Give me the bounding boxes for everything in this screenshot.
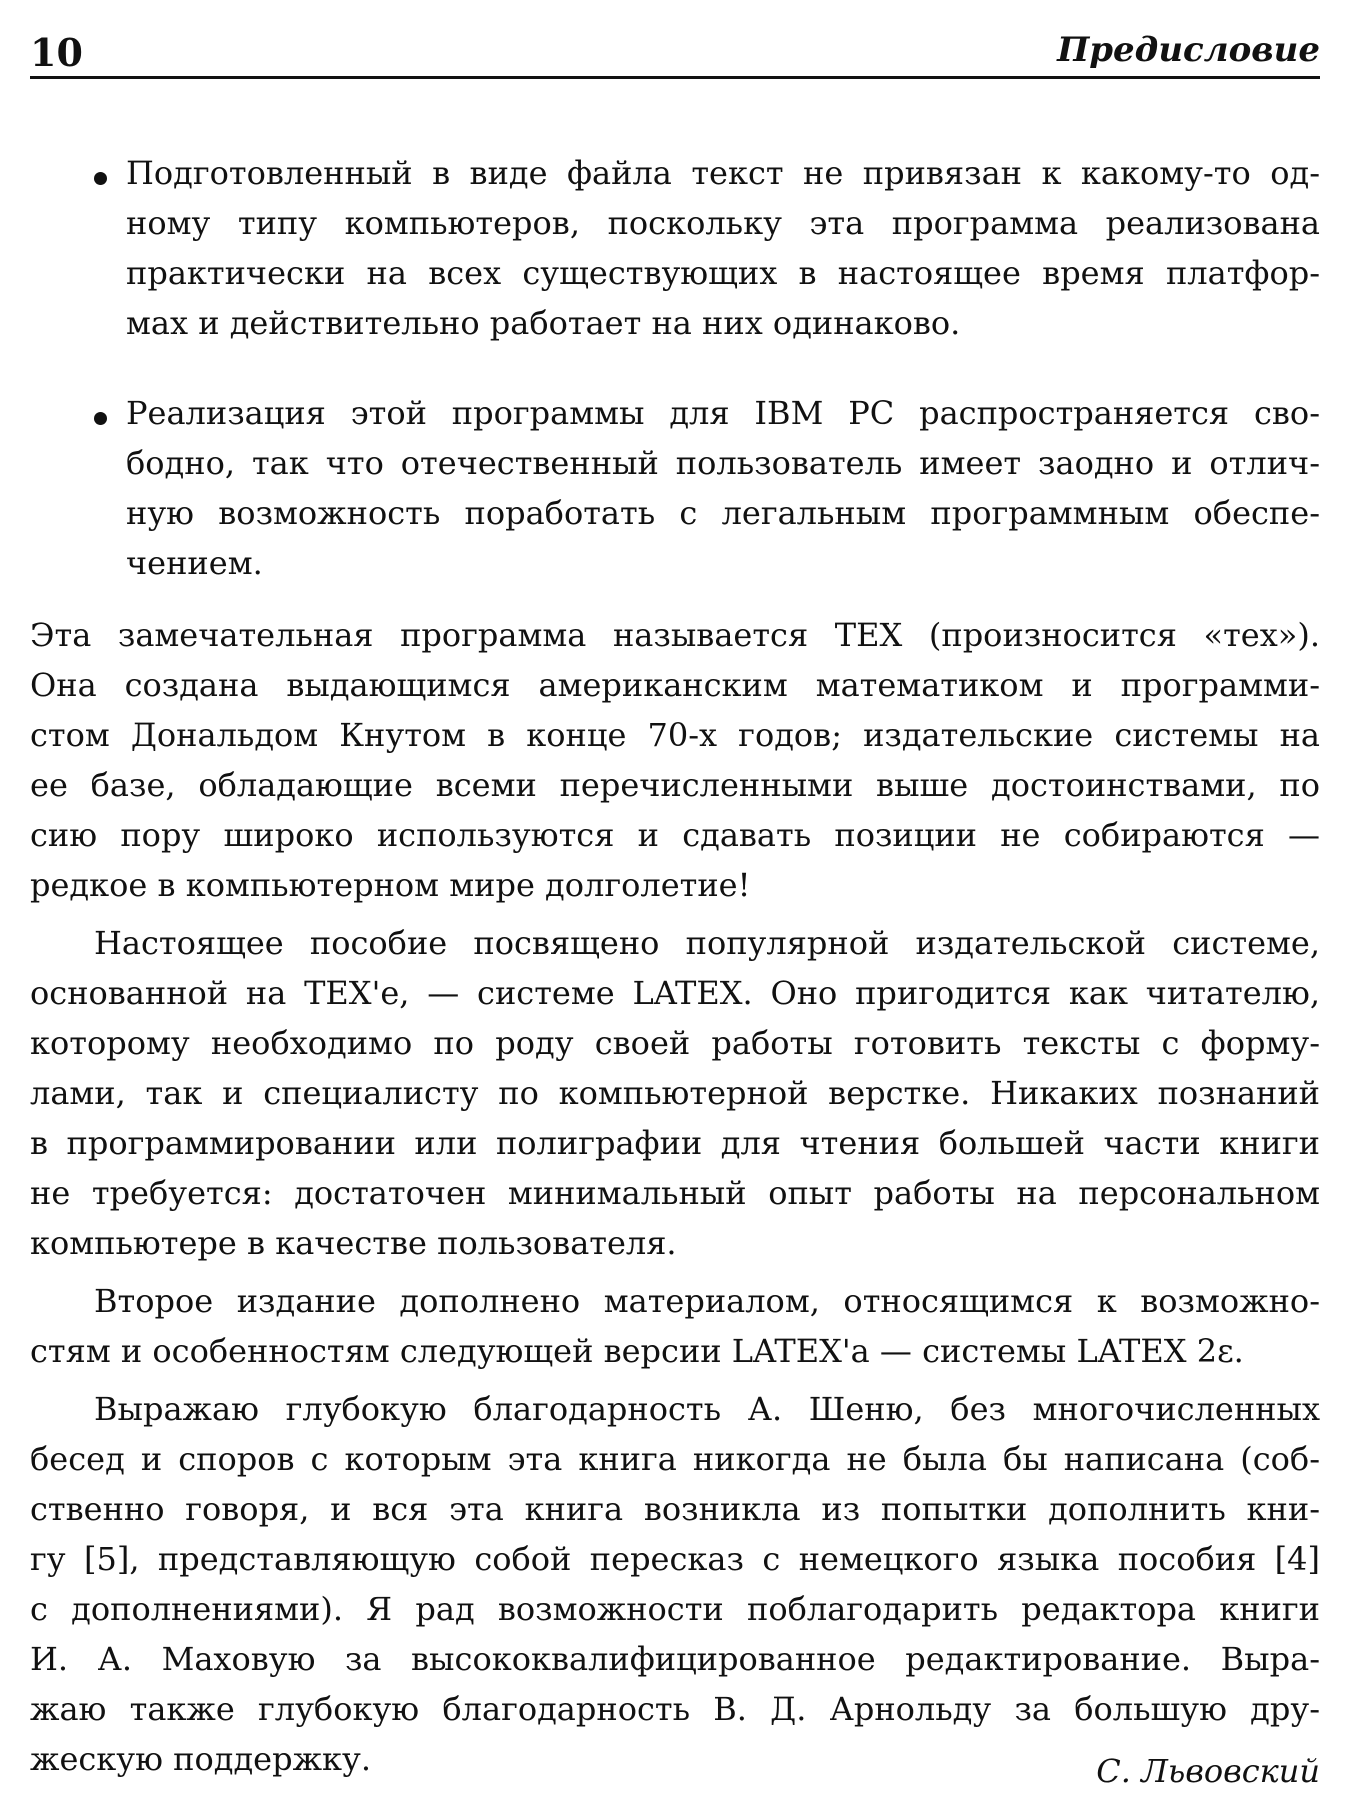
text-line: чением. [126,544,263,582]
bullet-list [30,148,1320,628]
body-text [30,610,1320,1792]
text-line: стом Дональдом Кнутом в конце 70-х годов; издательские системы на [30,716,1320,754]
paragraph [30,1276,1320,1376]
page-number: 10 [30,30,83,75]
text-line: мах и действительно работает на них одинаково. [126,304,961,342]
text-line: стям и особенностям следующей версии LATEX'а — системы LATEX 2ε. [30,1332,1244,1370]
text-line: в программировании или полиграфии для чтения большей части книги [30,1124,1320,1162]
bullet-item [30,148,1320,348]
paragraph [30,918,1320,1268]
paragraph [30,610,1320,910]
text-line: практически на всех существующих в настоящее время платфор- [126,254,1320,292]
paragraph [30,1384,1320,1784]
running-head [30,26,1320,79]
text-line: редкое в компьютерном мире долголетие! [30,866,751,904]
text-line: Реализация этой программы для IBM PC распространяется сво- [126,394,1320,432]
text-line: компьютере в качестве пользователя. [30,1224,677,1262]
text-line: ному типу компьютеров, поскольку эта программа реализована [126,204,1320,242]
text-line: гу [5], представляющую собой пересказ с немецкого языка пособия [4] [30,1540,1320,1578]
text-line: Подготовленный в виде файла текст не привязан к какому-то од- [126,154,1320,192]
text-line: лами, так и специалисту по компьютерной верстке. Никаких познаний [30,1074,1320,1112]
bullet-icon [94,172,107,185]
text-line: жескую поддержку. [30,1740,372,1778]
text-line: ее базе, обладающие всеми перечисленными выше достоинствами, по [30,766,1320,804]
book-page [30,0,1320,1813]
text-line: ную возможность поработать с легальным программным обеспе- [126,494,1320,532]
text-line: не требуется: достаточен минимальный опыт работы на персональном [30,1174,1320,1212]
text-line: Выражаю глубокую благодарность А. Шеню, без многочисленных [94,1390,1320,1428]
text-line: основанной на TEX'е, — системе LATEX. Оно пригодится как читателю, [30,974,1320,1012]
bullet-item [30,388,1320,588]
text-line: Эта замечательная программа называется TEX (произносится «тех»). [30,616,1320,654]
text-line: ственно говоря, и вся эта книга возникла из попытки дополнить кни- [30,1490,1320,1528]
bullet-icon [94,412,107,425]
text-line: бесед и споров с которым эта книга никогда не была бы написана (соб- [30,1440,1320,1478]
author-signature: С. Львовский [1096,1752,1320,1790]
text-line: бодно, так что отечественный пользователь имеет заодно и отлич- [126,444,1320,482]
text-line: с дополнениями). Я рад возможности поблагодарить редактора книги [30,1590,1320,1628]
text-line: И. А. Маховую за высококвалифицированное редактирование. Выра- [30,1640,1320,1678]
text-line: Второе издание дополнено материалом, относящимся к возможно- [94,1282,1320,1320]
text-line: сию пору широко используются и сдавать позиции не собираются — [30,816,1320,854]
text-line: Настоящее пособие посвящено популярной издательской системе, [94,924,1320,962]
section-title: Предисловие [1057,30,1320,70]
text-line: жаю также глубокую благодарность В. Д. Арнольду за большую дру- [30,1690,1320,1728]
text-line: Она создана выдающимся американским математиком и программи- [30,666,1320,704]
text-line: которому необходимо по роду своей работы готовить тексты с форму- [30,1024,1320,1062]
